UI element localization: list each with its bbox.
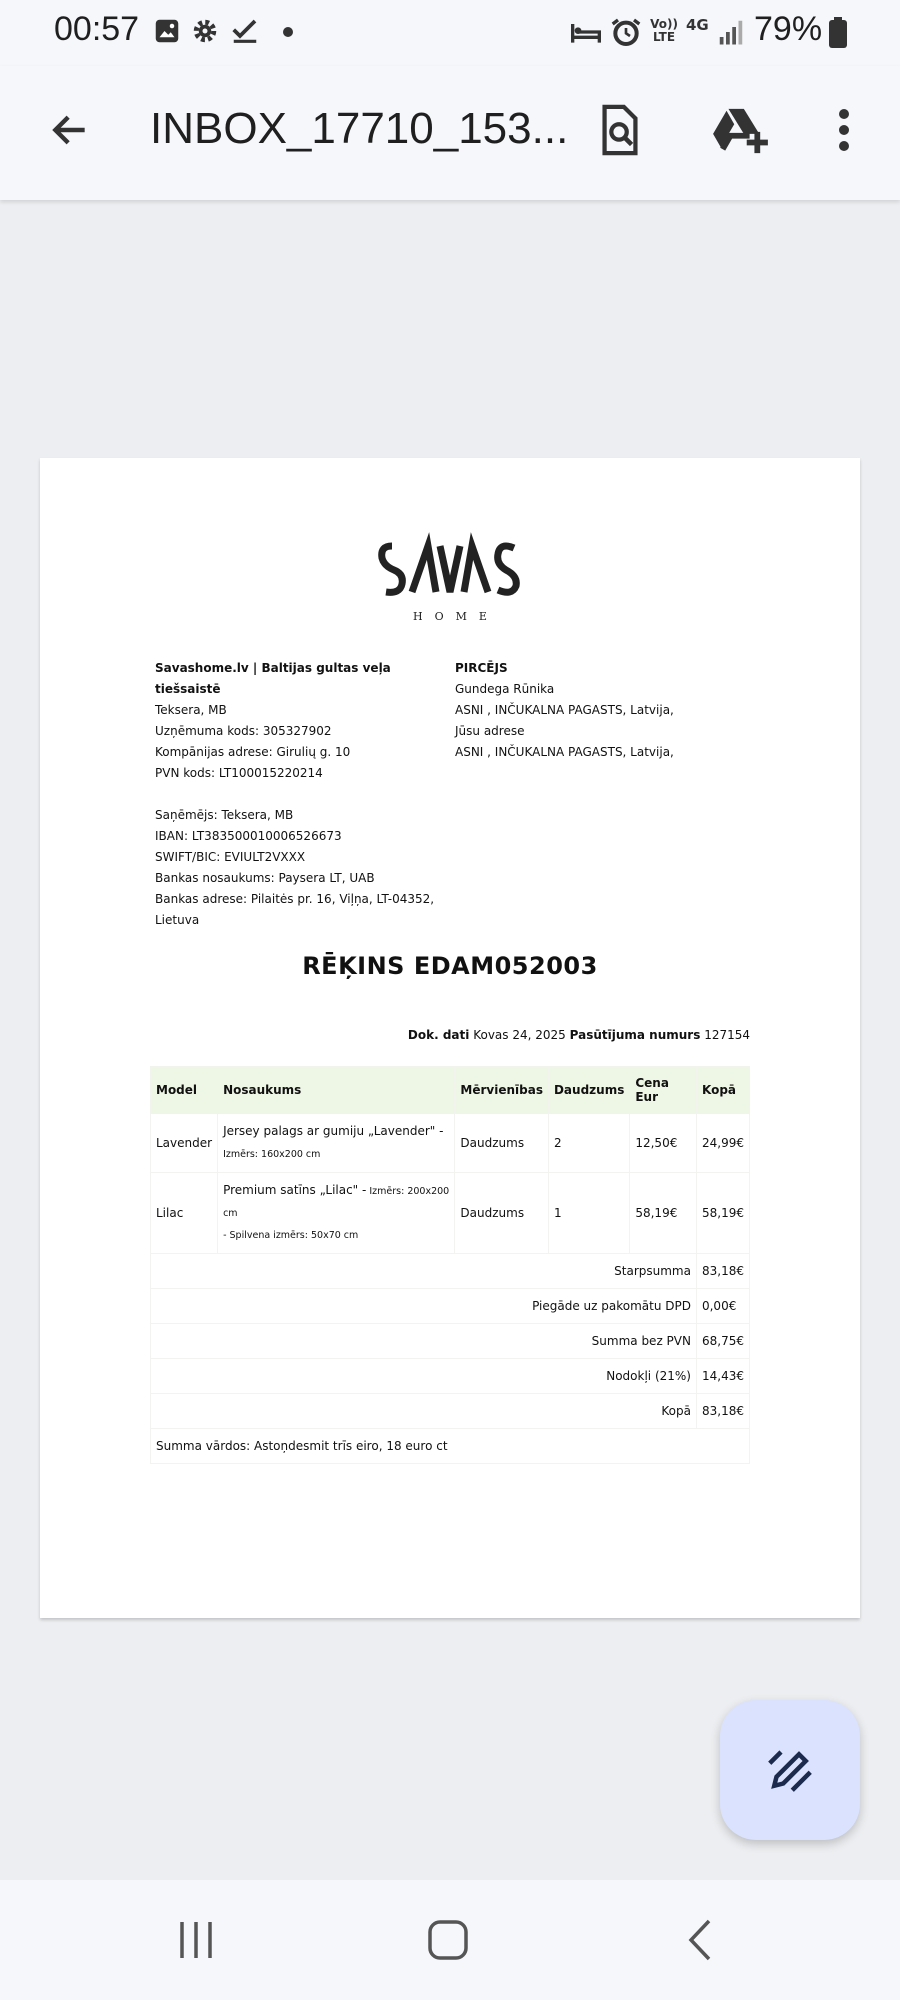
- recent-apps-icon: [176, 1920, 216, 1960]
- column-header: Mērvienības: [455, 1067, 549, 1114]
- summary-label: Starpsumma: [151, 1254, 697, 1289]
- edit-pen-icon: [763, 1743, 817, 1797]
- summary-row: [151, 1394, 750, 1429]
- doc-date-label: Dok. dati: [407, 1028, 470, 1042]
- summary-label: Nodokļi (21%): [151, 1359, 697, 1394]
- cell-price: 12,50€: [630, 1114, 697, 1173]
- summary-value: 83,18€: [696, 1254, 749, 1289]
- save-to-drive-button[interactable]: [708, 98, 772, 162]
- more-options-button[interactable]: [812, 98, 876, 162]
- bank-line: IBAN: LT383500010006526673: [155, 829, 342, 843]
- bank-line: Lietuva: [155, 913, 200, 927]
- amount-in-words-row: [151, 1429, 750, 1464]
- search-in-document-button[interactable]: [588, 98, 652, 162]
- savas-logo: [378, 532, 522, 632]
- more-vert-icon: [837, 108, 851, 152]
- seller-block: [155, 658, 455, 931]
- cell-unit: Daudzums: [455, 1173, 549, 1254]
- dot-icon: [278, 16, 298, 46]
- signal-icon: [716, 16, 746, 48]
- summary-label: Kopā: [151, 1394, 697, 1429]
- pdf-page[interactable]: [40, 458, 860, 1618]
- column-header: Daudzums: [548, 1067, 629, 1114]
- cell-price: 58,19€: [630, 1173, 697, 1254]
- summary-value: 68,75€: [696, 1324, 749, 1359]
- buyer-line: Gundega Rūnika: [455, 682, 555, 696]
- doc-meta: [150, 1028, 750, 1042]
- summary-value: 0,00€: [696, 1289, 749, 1324]
- summary-row: [151, 1289, 750, 1324]
- bank-line: SWIFT/BIC: EVIULT2VXXX: [155, 850, 306, 864]
- cell-qty: 1: [548, 1173, 629, 1254]
- home-icon: [427, 1919, 469, 1961]
- drive-add-icon: [711, 105, 769, 155]
- table-row: [151, 1114, 750, 1173]
- edit-fab-button[interactable]: [720, 1700, 860, 1840]
- bank-line: Bankas adrese: Pilaitės pr. 16, Viļņa, LT-04352,: [155, 892, 435, 906]
- search-document-icon: [596, 103, 644, 157]
- back-arrow-icon: [48, 108, 92, 152]
- order-label: Pasūtījuma numurs: [569, 1028, 701, 1042]
- cell-name: [218, 1114, 455, 1173]
- seller-line: PVN kods: LT100015220214: [155, 766, 323, 780]
- invoice-document: [40, 458, 860, 1618]
- cell-total: 58,19€: [696, 1173, 749, 1254]
- summary-row: [151, 1254, 750, 1289]
- cell-total: 24,99€: [696, 1114, 749, 1173]
- gallery-icon: [152, 16, 182, 46]
- seller-line: Teksera, MB: [155, 703, 227, 717]
- table-row: [151, 1173, 750, 1254]
- buyer-line: Jūsu adrese: [455, 724, 525, 738]
- summary-label: Piegāde uz pakomātu DPD: [151, 1289, 697, 1324]
- system-nav-bar: [0, 1880, 900, 2000]
- recent-apps-button[interactable]: [156, 1910, 236, 1970]
- system-back-button[interactable]: [660, 1910, 740, 1970]
- 4g-icon: 4G: [686, 16, 709, 34]
- cell-model: Lavender: [151, 1114, 218, 1173]
- column-header: Model: [151, 1067, 218, 1114]
- volte-icon: Vo)) LTE: [650, 17, 678, 44]
- order-number: 127154: [704, 1028, 750, 1042]
- alarm-icon: [610, 16, 642, 48]
- battery-percent: 79%: [754, 10, 823, 48]
- column-header: Kopā: [696, 1067, 749, 1114]
- invoice-title: RĒĶINS EDAM052003: [302, 952, 598, 980]
- sleep-icon: [570, 16, 602, 48]
- column-header: Cena Eur: [630, 1067, 697, 1114]
- item-size: Izmērs: 200x200 cm: [223, 1186, 450, 1219]
- item-size-line: - Spilvena izmērs: 50x70 cm: [223, 1230, 359, 1241]
- status-time: 00:57: [54, 10, 140, 48]
- amount-in-words: Summa vārdos: Astoņdesmit trīs eiro, 18 euro ct: [151, 1429, 750, 1464]
- seller-name: Savashome.lv | Baltijas gultas veļa tiešsaistē: [155, 661, 391, 696]
- settings-icon: [190, 16, 220, 46]
- app-bar: [0, 66, 900, 200]
- back-button[interactable]: [38, 98, 102, 162]
- seller-line: Uzņēmuma kods: 305327902: [155, 724, 332, 738]
- home-button[interactable]: [408, 1910, 488, 1970]
- buyer-heading: PIRCĒJS: [455, 661, 508, 675]
- bank-line: Saņēmējs: Teksera, MB: [155, 808, 294, 822]
- invoice-items-table: [150, 1066, 750, 1464]
- item-name: Jersey palags ar gumiju „Lavender" -: [223, 1124, 444, 1138]
- document-title: INBOX_17710_153...: [150, 104, 569, 153]
- summary-value: 14,43€: [696, 1359, 749, 1394]
- doc-date: Kovas 24, 2025: [473, 1028, 566, 1042]
- cell-name: [218, 1173, 455, 1254]
- column-header: Nosaukums: [218, 1067, 455, 1114]
- table-header-row: [151, 1067, 750, 1114]
- cell-qty: 2: [548, 1114, 629, 1173]
- item-size-line: Izmērs: 160x200 cm: [223, 1149, 321, 1160]
- status-bar: [0, 0, 900, 66]
- buyer-block: [455, 658, 755, 763]
- logo-subtitle: HOME: [413, 610, 499, 623]
- check-icon: [230, 16, 260, 46]
- back-icon: [685, 1918, 715, 1962]
- cell-unit: Daudzums: [455, 1114, 549, 1173]
- bank-line: Bankas nosaukums: Paysera LT, UAB: [155, 871, 375, 885]
- item-name: Premium satīns „Lilac" -: [223, 1183, 367, 1197]
- buyer-line: ASNI , INČUKALNA PAGASTS, Latvija,: [455, 745, 674, 759]
- summary-label: Summa bez PVN: [151, 1324, 697, 1359]
- seller-line: Kompānijas adrese: Girulių g. 10: [155, 745, 351, 759]
- cell-model: Lilac: [151, 1173, 218, 1254]
- buyer-line: ASNI , INČUKALNA PAGASTS, Latvija,: [455, 703, 674, 717]
- summary-row: [151, 1359, 750, 1394]
- battery-icon: [828, 16, 848, 50]
- summary-value: 83,18€: [696, 1394, 749, 1429]
- summary-row: [151, 1324, 750, 1359]
